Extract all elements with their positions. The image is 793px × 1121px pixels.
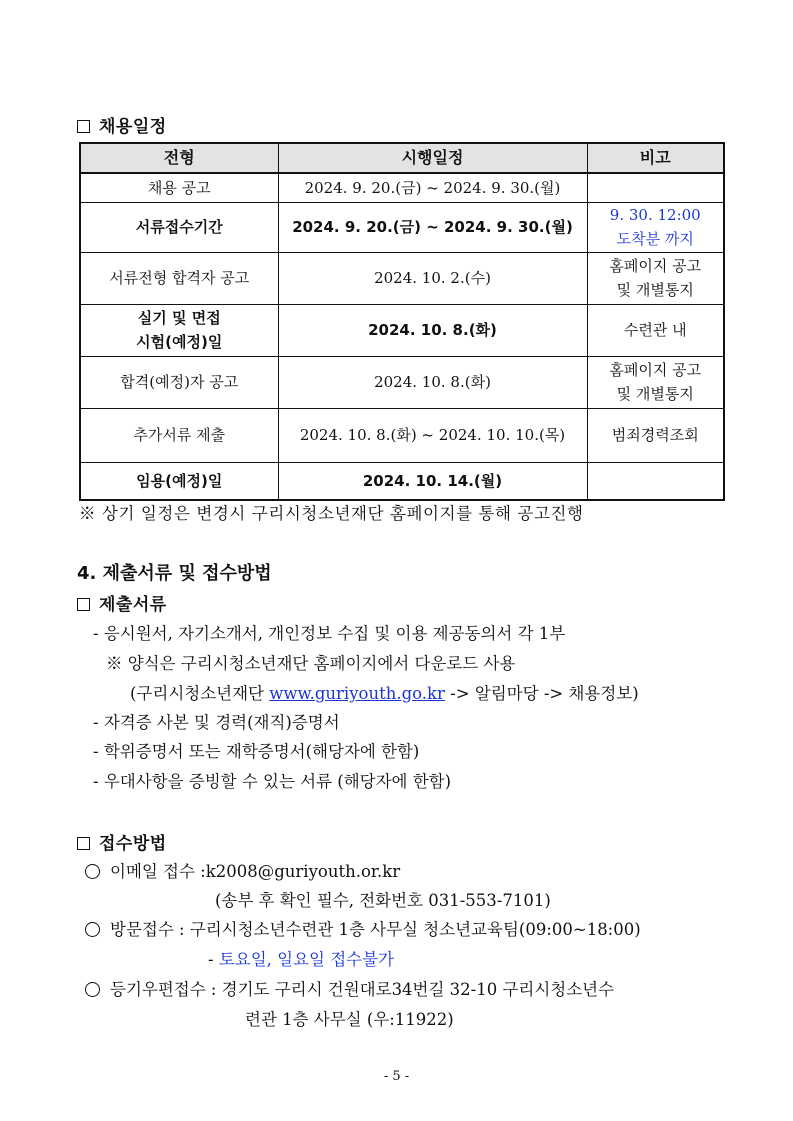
remark-line: 홈페이지 공고	[609, 361, 702, 379]
table-row	[80, 462, 724, 500]
schedule-heading-text: 채용일정	[99, 117, 167, 137]
date-cell: 2024. 10. 8.(화)	[278, 356, 587, 408]
date-cell: 2024. 10. 2.(수)	[278, 252, 587, 304]
method-heading	[77, 829, 167, 854]
stage-cell: 추가서류 제출	[80, 408, 278, 462]
method-mail-text: 등기우편접수 : 경기도 구리시 건원대로34번길 32-10 구리시청소년수	[110, 980, 615, 999]
remark-cell	[587, 462, 724, 500]
document-path	[130, 680, 639, 704]
date-cell: 2024. 10. 8.(화) ~ 2024. 10. 10.(목)	[278, 408, 587, 462]
table-row	[80, 408, 724, 462]
homepage-link[interactable]: www.guriyouth.go.kr	[269, 684, 445, 703]
schedule-table	[79, 142, 725, 501]
table-row	[80, 252, 724, 304]
col-header-stage: 전형	[80, 143, 278, 173]
stage-cell	[80, 304, 278, 356]
method-visit-text: 방문접수 : 구리시청소년수련관 1층 사무실 청소년교육팀(09:00~18:00)	[110, 920, 641, 939]
remark-cell: 범죄경력조회	[587, 408, 724, 462]
document-item: - 응시원서, 자기소개서, 개인정보 수집 및 이용 제공동의서 각 1부	[93, 624, 566, 643]
table-header-row	[80, 143, 724, 173]
method-visit	[85, 916, 641, 940]
schedule-note: ※ 상기 일정은 변경시 구리시청소년재단 홈페이지를 통해 공고진행	[79, 504, 584, 523]
stage-line: 실기 및 면접	[137, 309, 221, 327]
documents-heading-text: 제출서류	[99, 595, 167, 615]
date-cell: 2024. 9. 20.(금) ~ 2024. 9. 30.(월)	[278, 173, 587, 202]
circle-bullet-icon	[85, 922, 100, 937]
method-email-text: 이메일 접수 :k2008@guriyouth.or.kr	[110, 862, 401, 881]
stage-cell: 채용 공고	[80, 173, 278, 202]
remark-line: 및 개별통지	[616, 281, 694, 299]
dash: -	[208, 950, 219, 969]
stage-cell: 서류접수기간	[80, 202, 278, 252]
date-cell: 2024. 10. 14.(월)	[278, 462, 587, 500]
method-mail	[85, 976, 614, 1000]
method-mail-cont: 련관 1층 사무실 (우:11922)	[245, 1010, 454, 1029]
circle-bullet-icon	[85, 982, 100, 997]
remark-cell: 수련관 내	[587, 304, 724, 356]
table-row	[80, 304, 724, 356]
checkbox-square-icon	[77, 120, 90, 133]
date-cell: 2024. 10. 8.(화)	[278, 304, 587, 356]
table-row	[80, 356, 724, 408]
circle-bullet-icon	[85, 864, 100, 879]
method-visit-note	[208, 946, 394, 970]
table-row	[80, 202, 724, 252]
remark-cell	[587, 356, 724, 408]
page-number: - 5 -	[383, 1069, 410, 1084]
path-prefix: (구리시청소년재단	[130, 684, 270, 703]
stage-cell: 서류전형 합격자 공고	[80, 252, 278, 304]
path-suffix: -> 알림마당 -> 채용정보)	[444, 684, 639, 703]
document-item: - 자격증 사본 및 경력(재직)증명서	[93, 713, 340, 732]
checkbox-square-icon	[77, 837, 90, 850]
remark-cell	[587, 252, 724, 304]
method-email	[85, 858, 400, 882]
stage-line: 시험(예정)일	[136, 333, 223, 351]
date-cell: 2024. 9. 20.(금) ~ 2024. 9. 30.(월)	[278, 202, 587, 252]
remark-line: 도착분 까지	[616, 230, 694, 248]
stage-cell: 합격(예정)자 공고	[80, 356, 278, 408]
remark-line: 및 개별통지	[616, 385, 694, 403]
stage-cell: 임용(예정)일	[80, 462, 278, 500]
document-item: - 우대사항을 증빙할 수 있는 서류 (해당자에 한함)	[93, 772, 452, 791]
method-heading-text: 접수방법	[99, 834, 167, 854]
checkbox-square-icon	[77, 598, 90, 611]
col-header-remark: 비고	[587, 143, 724, 173]
method-email-note: (송부 후 확인 필수, 전화번호 031-553-7101)	[215, 891, 551, 910]
remark-cell	[587, 202, 724, 252]
table-row	[80, 173, 724, 202]
section-title: 4. 제출서류 및 접수방법	[77, 563, 272, 584]
document-note: ※ 양식은 구리시청소년재단 홈페이지에서 다운로드 사용	[106, 654, 516, 673]
weekend-closed-note: 토요일, 일요일 접수불가	[218, 950, 394, 969]
document-item: - 학위증명서 또는 재학증명서(해당자에 한함)	[93, 742, 420, 761]
remark-cell	[587, 173, 724, 202]
remark-line: 9. 30. 12:00	[609, 206, 701, 224]
documents-heading	[77, 590, 167, 615]
col-header-date: 시행일정	[278, 143, 587, 173]
schedule-heading	[77, 112, 167, 137]
remark-line: 홈페이지 공고	[609, 257, 702, 275]
